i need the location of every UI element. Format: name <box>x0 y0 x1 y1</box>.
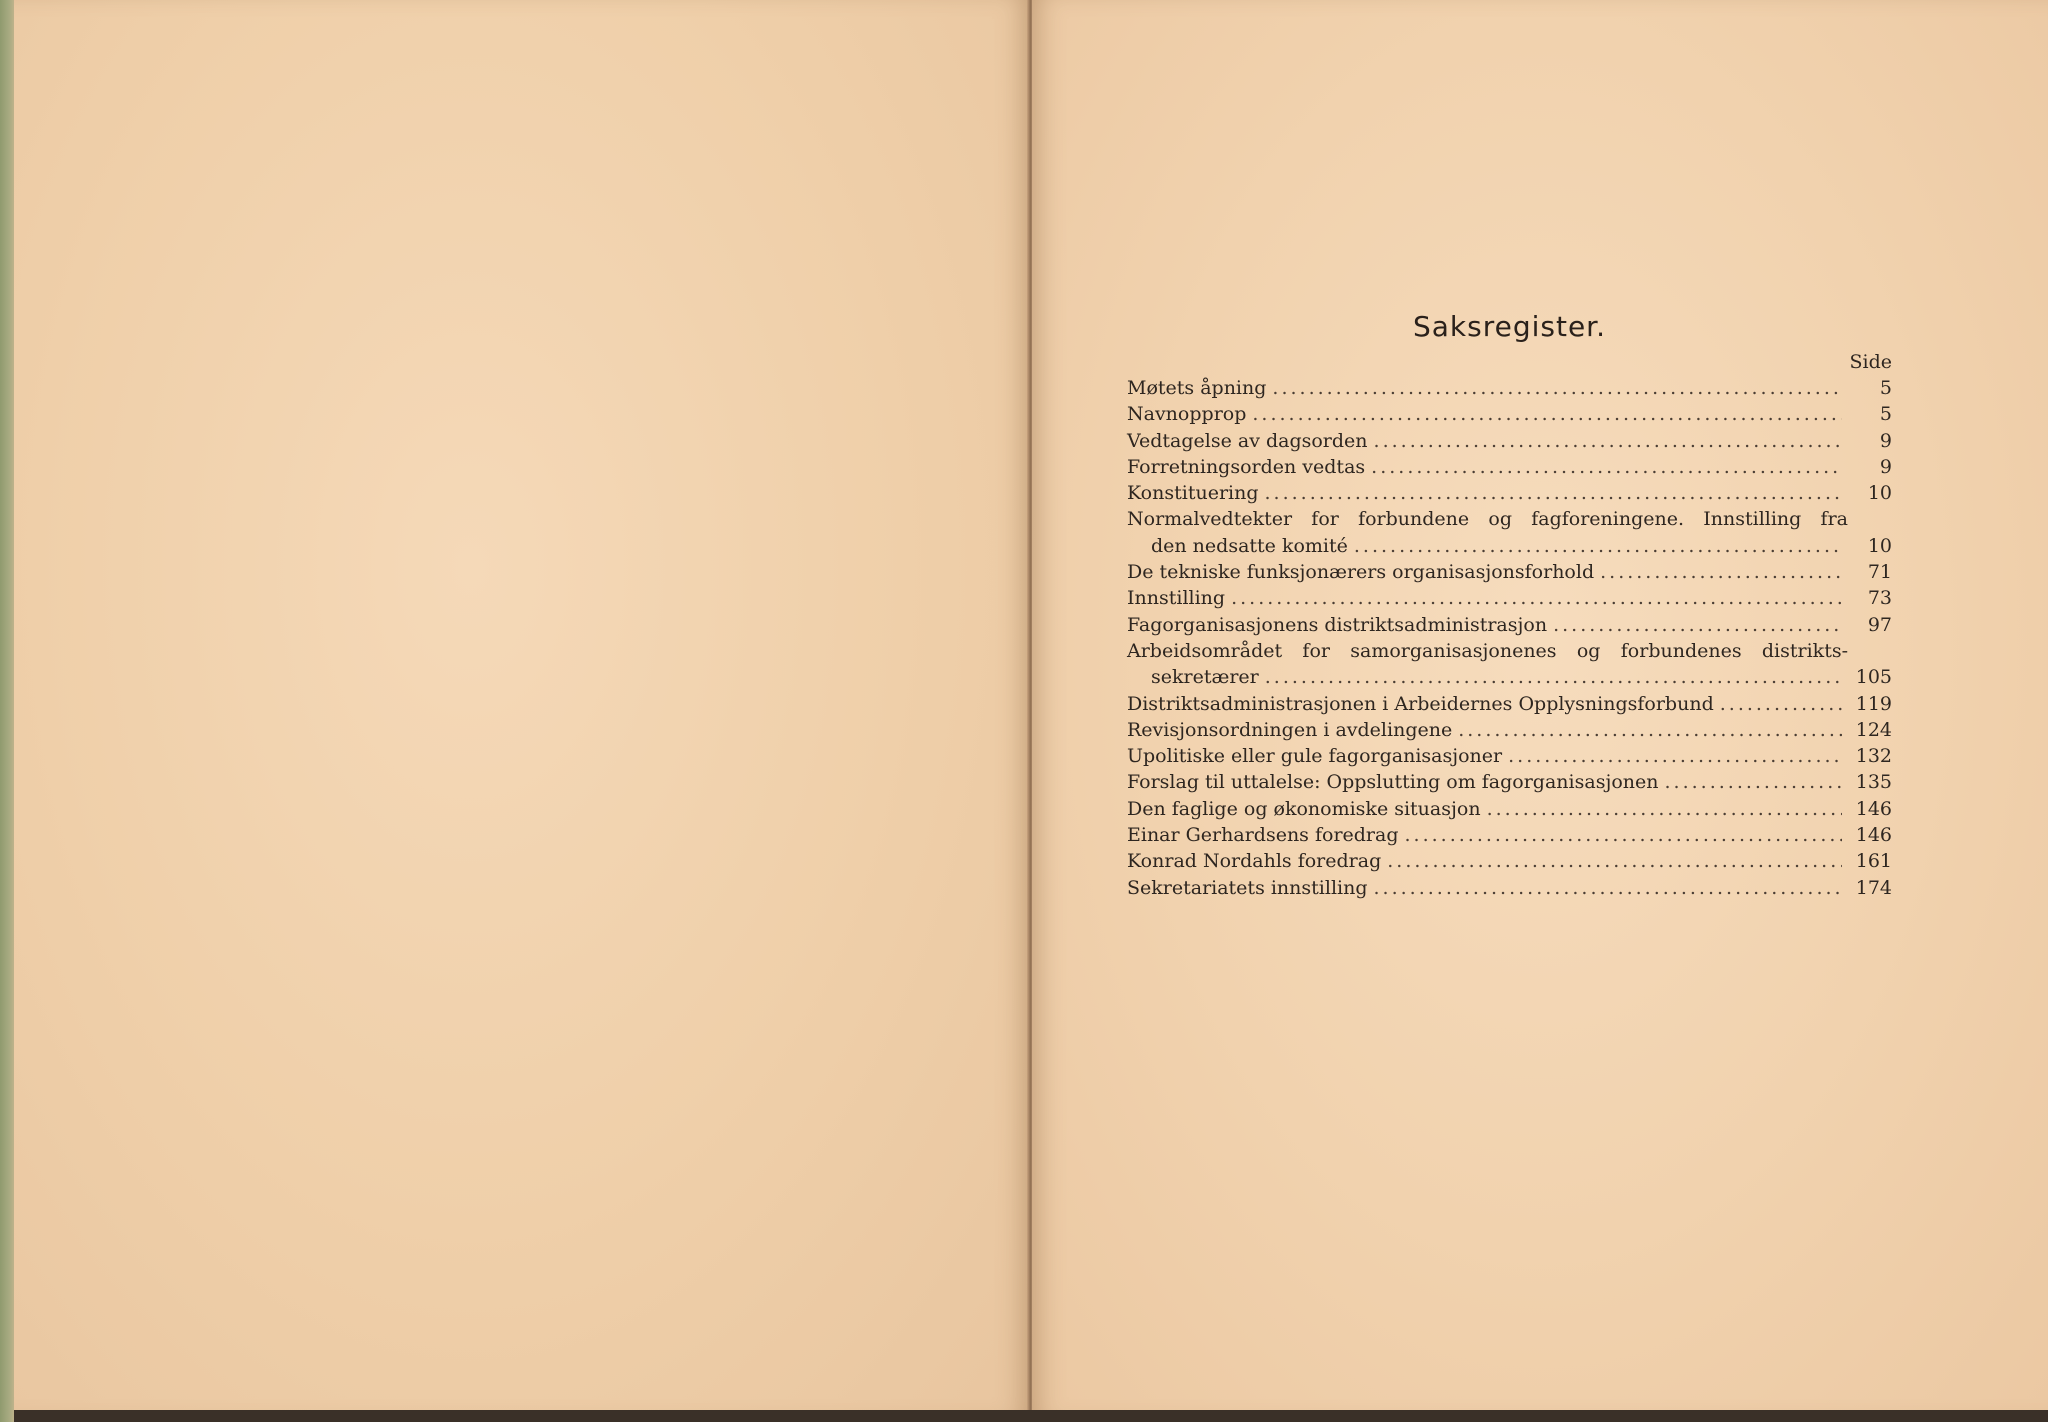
leader-dots <box>1371 454 1842 480</box>
subject-register <box>1127 310 1892 901</box>
entry-page: 174 <box>1855 876 1892 899</box>
entry-title: Navnopprop <box>1127 403 1247 426</box>
entry-page: 5 <box>1879 403 1892 426</box>
register-entry <box>1127 401 1892 427</box>
entry-title: Revisjonsordningen i avdelingene <box>1127 718 1453 741</box>
leader-dots <box>1252 401 1842 427</box>
register-entry <box>1127 822 1892 848</box>
register-entry <box>1127 875 1892 901</box>
leader-dots <box>1720 691 1842 717</box>
register-entry <box>1127 480 1892 506</box>
register-entry <box>1127 796 1892 822</box>
register-entry <box>1127 585 1892 611</box>
register-entry <box>1127 638 1892 691</box>
entry-title: De tekniske funksjonærers organisasjonsforhold <box>1127 561 1595 584</box>
register-entry <box>1127 743 1892 769</box>
entry-title-line1: Normalvedtekter for forbundene og fagforeningene. Innstilling fra <box>1127 508 1848 531</box>
page-bottom-shadow <box>14 1410 2048 1422</box>
entry-page: 105 <box>1855 666 1892 689</box>
entry-page: 124 <box>1855 718 1892 741</box>
leader-dots <box>1387 848 1842 874</box>
entry-page: 132 <box>1855 745 1892 768</box>
leader-dots <box>1600 559 1842 585</box>
register-entry <box>1127 506 1892 559</box>
leader-dots <box>1665 769 1843 795</box>
entry-title: Fagorganisasjonens distriktsadministrasjon <box>1127 613 1548 636</box>
register-entry <box>1127 848 1892 874</box>
leader-dots <box>1231 585 1842 611</box>
entry-title: Konstituering <box>1127 482 1259 505</box>
register-entry <box>1127 428 1892 454</box>
left-page-blank <box>14 0 1029 1416</box>
entry-page: 161 <box>1855 850 1892 873</box>
leader-dots <box>1354 533 1842 559</box>
page-column-label: Side <box>1849 351 1892 373</box>
register-heading: Saksregister. <box>1412 310 1607 343</box>
leader-dots <box>1265 664 1842 690</box>
leader-dots <box>1458 717 1842 743</box>
leader-dots <box>1265 480 1843 506</box>
entry-page: 146 <box>1855 824 1892 847</box>
entry-page: 10 <box>1867 534 1892 557</box>
register-entry <box>1127 559 1892 585</box>
entry-title: Den faglige og økonomiske situasjon <box>1127 797 1481 820</box>
entry-page: 97 <box>1867 613 1892 636</box>
entry-title: Upolitiske eller gule fagorganisasjoner <box>1127 745 1503 768</box>
entry-page: 5 <box>1879 377 1892 399</box>
register-entry <box>1127 691 1892 717</box>
entry-title: den nedsatte komité <box>1151 534 1348 557</box>
leader-dots <box>1374 875 1843 901</box>
leader-dots <box>1508 743 1842 769</box>
entry-title: Forslag til uttalelse: Oppslutting om fagorganisasjonen <box>1127 771 1659 794</box>
entry-page: 146 <box>1855 797 1892 820</box>
register-entry <box>1127 612 1892 638</box>
entry-title: Einar Gerhardsens foredrag <box>1127 824 1399 847</box>
leader-dots <box>1487 796 1842 822</box>
entry-title: Distriktsadministrasjonen i Arbeidernes Opplysningsforbund <box>1127 692 1714 715</box>
register-entry <box>1127 769 1892 795</box>
entry-title: Konrad Nordahls foredrag <box>1127 850 1382 873</box>
register-entry <box>1127 454 1892 480</box>
entry-title-line1: Arbeidsområdet for samorganisasjonenes og forbundenes distrikts- <box>1127 639 1848 662</box>
entry-page: 71 <box>1867 561 1892 584</box>
entry-page: 73 <box>1867 587 1892 610</box>
entry-page: 9 <box>1879 429 1892 452</box>
leader-dots <box>1405 822 1842 848</box>
register-entry <box>1127 375 1892 401</box>
entry-title: Forretningsorden vedtas <box>1127 455 1366 478</box>
entry-title: sekretærer <box>1151 666 1259 689</box>
entry-page: 119 <box>1855 692 1892 715</box>
entry-page: 9 <box>1879 455 1892 478</box>
entry-title: Sekretariatets innstilling <box>1127 876 1368 899</box>
register-entry <box>1127 717 1892 743</box>
entry-page: 10 <box>1867 482 1892 505</box>
entry-title: Møtets åpning <box>1127 377 1267 399</box>
entry-page: 135 <box>1855 771 1892 794</box>
entry-title: Vedtagelse av dagsorden <box>1127 429 1368 452</box>
leader-dots <box>1553 612 1842 638</box>
leader-dots <box>1374 428 1842 454</box>
leader-dots <box>1272 375 1842 401</box>
entry-title: Innstilling <box>1127 587 1226 610</box>
